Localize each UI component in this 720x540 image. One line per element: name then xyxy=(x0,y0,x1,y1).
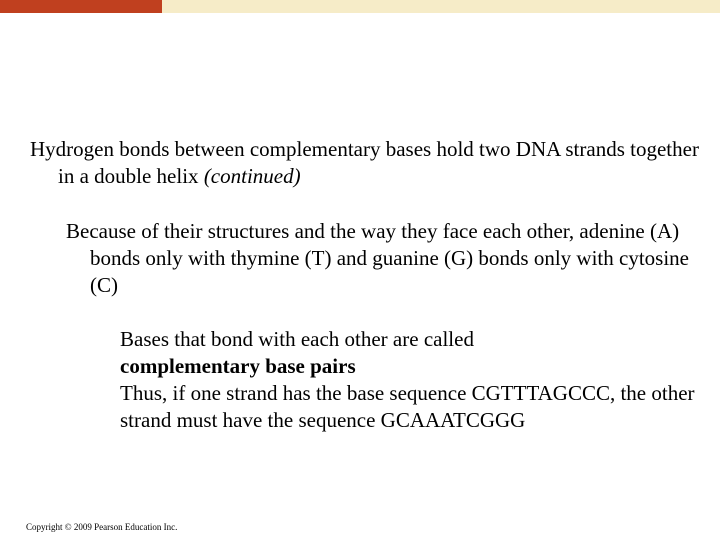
heading-text: Hydrogen bonds between complementary bases hold two DNA strands together in a double helix xyxy=(30,137,699,188)
sub-points xyxy=(120,326,710,434)
sub-point-definition-text: Bases that bond with each other are called xyxy=(120,327,474,351)
sub-point-example xyxy=(120,380,710,434)
sub-point-example-text: Thus, if one strand has the base sequence CGTTTAGCCC, the other strand must have the sequence GCAAATCGGG xyxy=(120,381,695,432)
bullet-point-text: Because of their structures and the way they face each other, adenine (A) bonds only with thymine (T) and guanine (G) bonds only with cytosine (C) xyxy=(66,219,690,297)
copyright-footer xyxy=(26,522,177,533)
header-band xyxy=(162,0,720,13)
accent-bar xyxy=(0,0,162,13)
sub-point-definition xyxy=(120,326,710,380)
key-term: complementary base pairs xyxy=(120,354,356,378)
slide-heading xyxy=(30,136,718,190)
bullet-point xyxy=(66,218,720,299)
heading-continued: (continued) xyxy=(203,164,301,188)
copyright-text: Copyright © 2009 Pearson Education Inc. xyxy=(26,522,178,532)
